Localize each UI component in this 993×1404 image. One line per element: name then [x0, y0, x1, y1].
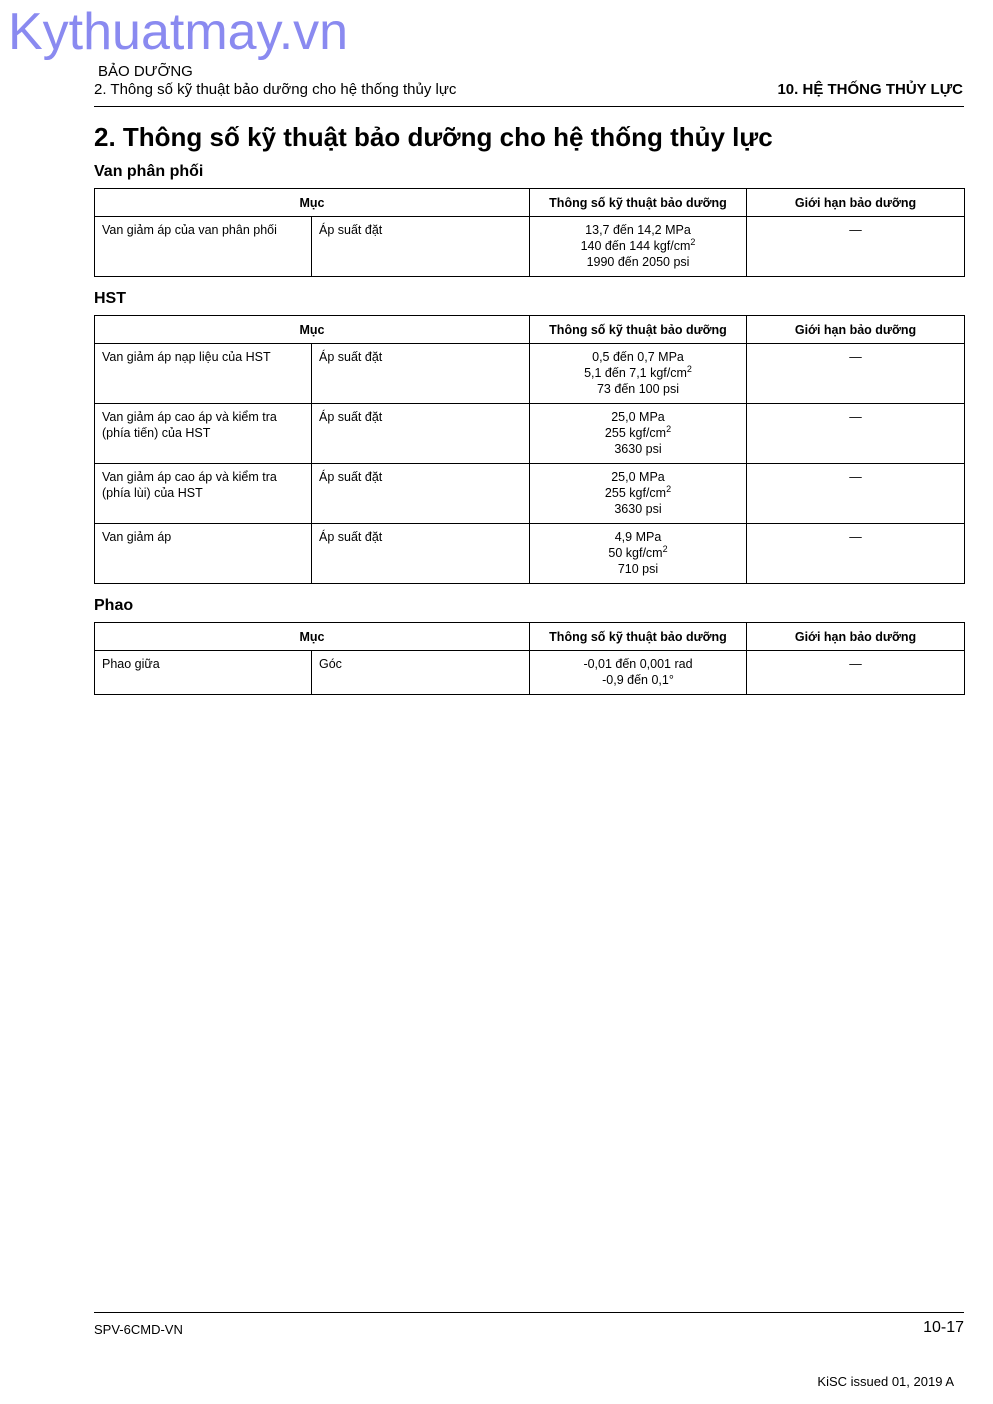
spec-cell [530, 404, 747, 464]
spec-line: 13,7 đến 14,2 MPa [585, 223, 691, 237]
superscript: 2 [666, 423, 672, 434]
spec-line: 255 kgf/cm [604, 426, 667, 440]
table-header-row [95, 189, 965, 217]
table-row [95, 344, 965, 404]
spec-line: -0,9 đến 0,1° [602, 673, 674, 687]
section-hst [94, 290, 964, 584]
issue-note: KiSC issued 01, 2019 A [817, 1374, 954, 1389]
item-cell: Van giảm áp nạp liệu của HST [95, 344, 312, 404]
column-header-item: Mục [95, 189, 530, 217]
spec-line-wrap [537, 425, 739, 441]
header-section: BẢO DƯỠNG [98, 63, 193, 80]
column-header-item: Mục [95, 316, 530, 344]
limit-cell: — [747, 464, 965, 524]
limit-cell: — [747, 651, 965, 695]
section-phao [94, 597, 964, 695]
section-van-phan-phoi [94, 163, 964, 277]
spec-line-wrap [537, 545, 739, 561]
footer-divider [94, 1312, 964, 1313]
spec-table [94, 315, 965, 584]
spec-line: 5,1 đến 7,1 kgf/cm [584, 366, 687, 380]
section-heading: Van phân phối [94, 163, 204, 180]
watermark-logo: Kythuatmay.vn [8, 3, 349, 61]
param-cell: Áp suất đặt [312, 344, 530, 404]
column-header-spec: Thông số kỹ thuật bảo dưỡng [530, 623, 747, 651]
spec-table [94, 622, 965, 695]
spec-line-wrap [537, 238, 739, 254]
limit-cell: — [747, 404, 965, 464]
table-row [95, 217, 965, 277]
superscript: 2 [662, 543, 668, 554]
param-cell: Áp suất đặt [312, 464, 530, 524]
limit-cell: — [747, 524, 965, 584]
table-row [95, 404, 965, 464]
item-cell: Van giảm áp cao áp và kiểm tra (phía lùi) của HST [95, 464, 312, 524]
table-row [95, 464, 965, 524]
superscript: 2 [666, 483, 672, 494]
spec-line: 710 psi [617, 562, 659, 576]
spec-line: 50 kgf/cm [608, 546, 663, 560]
spec-line-wrap [537, 485, 739, 501]
column-header-item: Mục [95, 623, 530, 651]
item-cell: Phao giữa [95, 651, 312, 695]
spec-line: 73 đến 100 psi [596, 382, 679, 396]
page-number: 10-17 [923, 1319, 964, 1336]
page-title: 2. Thông số kỹ thuật bảo dưỡng cho hệ thống thủy lực [94, 122, 773, 152]
spec-line: 3630 psi [614, 502, 662, 516]
table-row [95, 524, 965, 584]
column-header-limit: Giới hạn bảo dưỡng [747, 316, 965, 344]
section-heading: HST [94, 290, 126, 307]
spec-line: 4,9 MPa [614, 530, 662, 544]
column-header-limit: Giới hạn bảo dưỡng [747, 623, 965, 651]
header-chapter: 10. HỆ THỐNG THỦY LỰC [777, 81, 963, 98]
spec-cell [530, 524, 747, 584]
spec-line: 25,0 MPa [611, 410, 665, 424]
superscript: 2 [686, 363, 692, 374]
superscript: 2 [690, 236, 696, 247]
item-cell: Van giảm áp của van phân phối [95, 217, 312, 277]
spec-line-wrap [537, 365, 739, 381]
spec-line: 1990 đến 2050 psi [586, 255, 690, 269]
header-divider [94, 106, 964, 107]
document-code: SPV-6CMD-VN [94, 1322, 183, 1337]
param-cell: Góc [312, 651, 530, 695]
spec-cell [530, 217, 747, 277]
spec-line: 3630 psi [614, 442, 662, 456]
limit-cell: — [747, 217, 965, 277]
column-header-spec: Thông số kỹ thuật bảo dưỡng [530, 316, 747, 344]
header-subtitle: 2. Thông số kỹ thuật bảo dưỡng cho hệ thống thủy lực [94, 81, 457, 98]
spec-line: 25,0 MPa [611, 470, 665, 484]
spec-table [94, 188, 965, 277]
column-header-spec: Thông số kỹ thuật bảo dưỡng [530, 189, 747, 217]
param-cell: Áp suất đặt [312, 524, 530, 584]
spec-line: 0,5 đến 0,7 MPa [592, 350, 684, 364]
item-cell: Van giảm áp cao áp và kiểm tra (phía tiến) của HST [95, 404, 312, 464]
param-cell: Áp suất đặt [312, 217, 530, 277]
spec-line: -0,01 đến 0,001 rad [583, 657, 693, 671]
table-header-row [95, 316, 965, 344]
section-heading: Phao [94, 597, 134, 614]
limit-cell: — [747, 344, 965, 404]
table-row [95, 651, 965, 695]
spec-line: 255 kgf/cm [604, 486, 667, 500]
spec-cell [530, 651, 747, 695]
spec-cell [530, 344, 747, 404]
spec-cell [530, 464, 747, 524]
param-cell: Áp suất đặt [312, 404, 530, 464]
item-cell: Van giảm áp [95, 524, 312, 584]
table-header-row [95, 623, 965, 651]
column-header-limit: Giới hạn bảo dưỡng [747, 189, 965, 217]
spec-line: 140 đến 144 kgf/cm [580, 239, 691, 253]
